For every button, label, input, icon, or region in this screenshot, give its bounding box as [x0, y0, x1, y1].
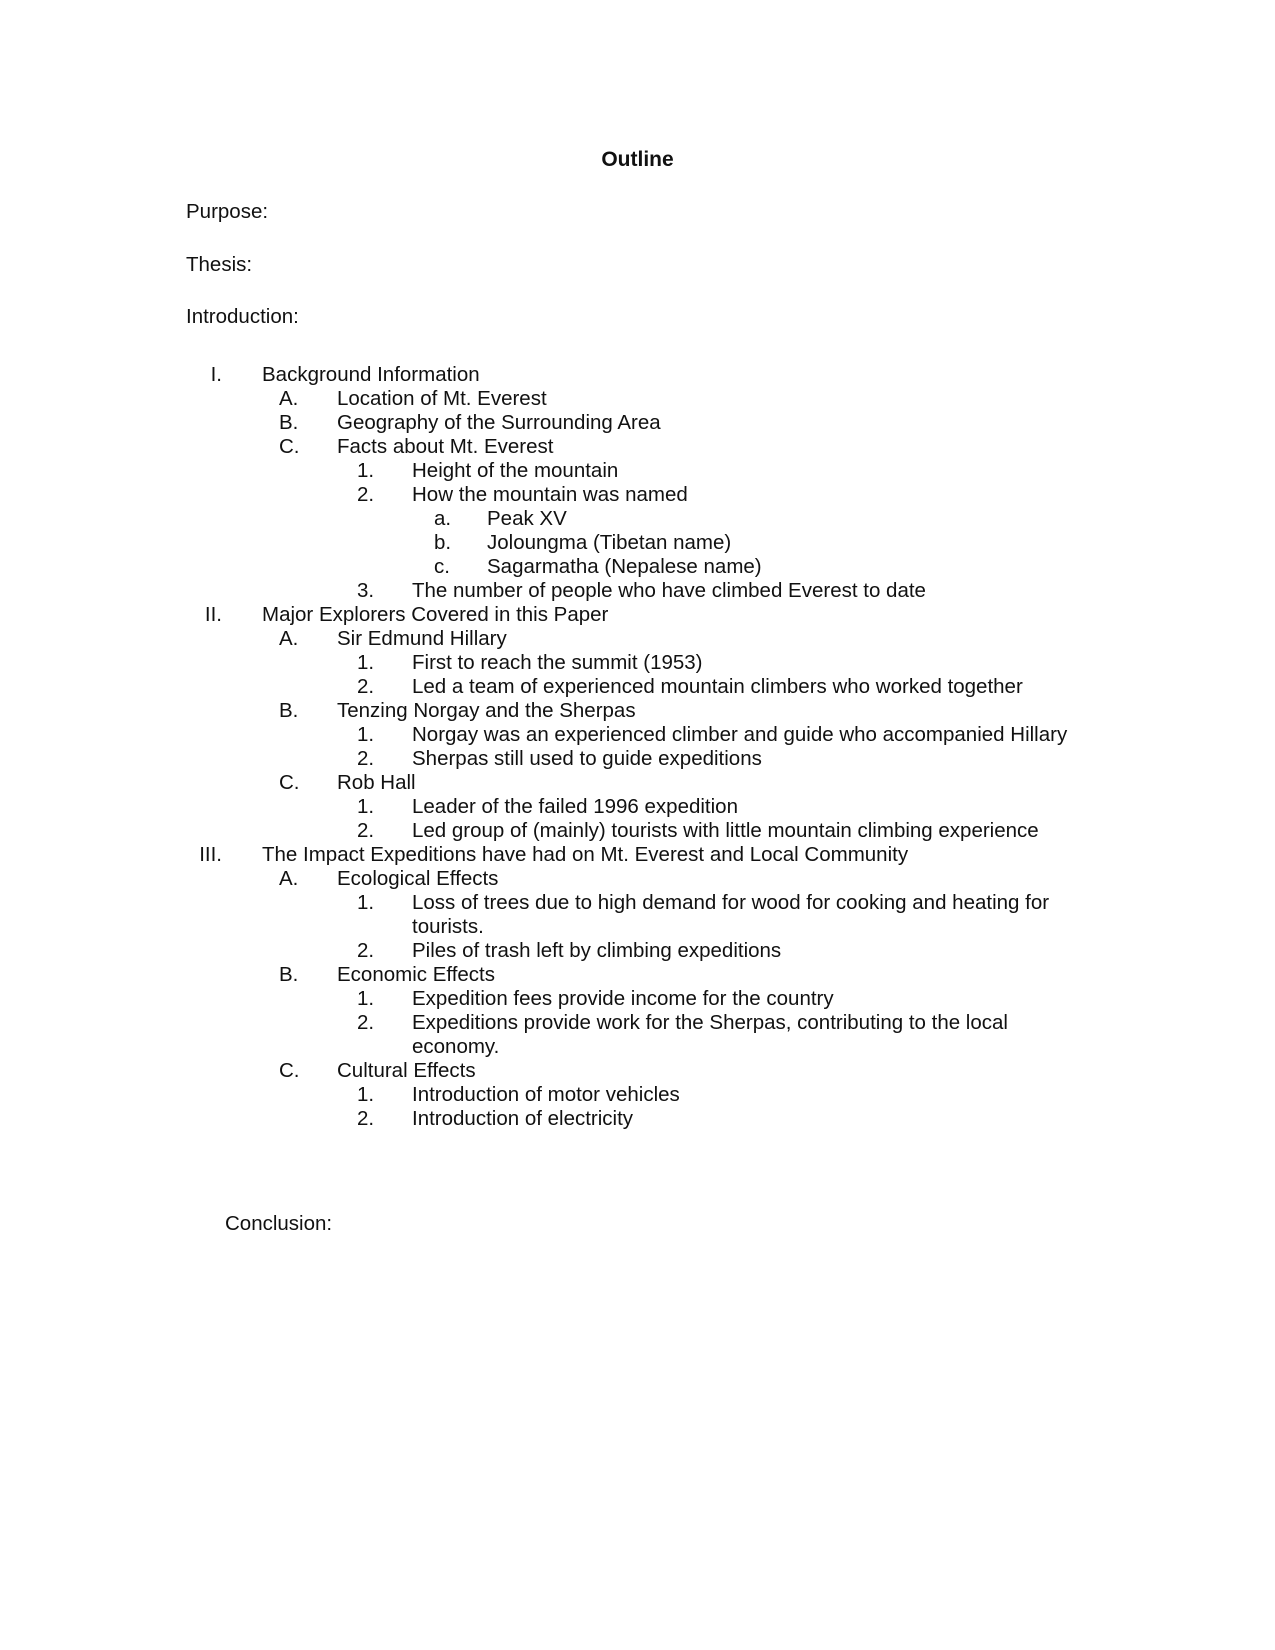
outline-text: Led a team of experienced mountain climbers who worked together: [412, 675, 1023, 698]
outline-item-level-3: [0, 1107, 1275, 1131]
outline-marker: A.: [279, 867, 299, 890]
outline-item-level-4: [0, 507, 1275, 531]
outline-item-level-3: [0, 891, 1275, 939]
outline-text: Led group of (mainly) tourists with little mountain climbing experience: [412, 819, 1039, 842]
outline-text: Location of Mt. Everest: [337, 387, 547, 410]
outline-list: [0, 363, 1275, 1131]
outline-marker: 2.: [357, 483, 375, 506]
outline-marker: II.: [204, 603, 222, 626]
outline-text: Tenzing Norgay and the Sherpas: [337, 699, 636, 722]
outline-text: Joloungma (Tibetan name): [487, 531, 732, 554]
outline-marker: B.: [279, 411, 299, 434]
outline-text: Geography of the Surrounding Area: [337, 411, 661, 434]
outline-marker: B.: [279, 963, 299, 986]
outline-marker: a.: [434, 507, 452, 530]
outline-item-level-2: [0, 1059, 1275, 1083]
outline-marker: 2.: [357, 747, 375, 770]
outline-marker: 2.: [357, 1107, 375, 1130]
outline-text: Major Explorers Covered in this Paper: [262, 603, 609, 626]
outline-text: How the mountain was named: [412, 483, 688, 506]
outline-text: Background Information: [262, 363, 480, 386]
outline-marker: B.: [279, 699, 299, 722]
outline-text: Sherpas still used to guide expeditions: [412, 747, 762, 770]
introduction-label: Introduction:: [186, 305, 299, 328]
outline-item-level-3: [0, 747, 1275, 771]
outline-text: Introduction of motor vehicles: [412, 1083, 680, 1106]
outline-text: Economic Effects: [337, 963, 495, 986]
outline-marker: 3.: [357, 579, 375, 602]
outline-text: Cultural Effects: [337, 1059, 476, 1082]
outline-item-level-2: [0, 627, 1275, 651]
outline-text: Loss of trees due to high demand for wood for cooking and heating for tourists.: [412, 891, 1050, 938]
outline-marker: C.: [279, 1059, 300, 1082]
outline-item-level-3: [0, 651, 1275, 675]
outline-text: Sir Edmund Hillary: [337, 627, 507, 650]
outline-text: Expeditions provide work for the Sherpas, contributing to the local economy.: [412, 1011, 1008, 1058]
outline-item-level-2: [0, 771, 1275, 795]
outline-item-level-3: [0, 1011, 1275, 1059]
outline-item-level-1: [0, 363, 1275, 387]
outline-marker: c.: [434, 555, 450, 578]
outline-text: Peak XV: [487, 507, 567, 530]
outline-text: Piles of trash left by climbing expeditions: [412, 939, 782, 962]
outline-marker: 1.: [357, 795, 375, 818]
outline-item-level-4: [0, 531, 1275, 555]
outline-item-level-2: [0, 699, 1275, 723]
outline-item-level-2: [0, 867, 1275, 891]
outline-item-level-3: [0, 459, 1275, 483]
outline-text: Facts about Mt. Everest: [337, 435, 554, 458]
outline-text: Norgay was an experienced climber and guide who accompanied Hillary: [412, 723, 1068, 746]
outline-item-level-3: [0, 819, 1275, 843]
outline-marker: 2.: [357, 1011, 375, 1034]
outline-marker: A.: [279, 387, 299, 410]
conclusion-label: Conclusion:: [225, 1212, 333, 1235]
outline-item-level-2: [0, 411, 1275, 435]
outline-marker: 2.: [357, 675, 375, 698]
outline-marker: 1.: [357, 891, 375, 914]
outline-item-level-4: [0, 555, 1275, 579]
outline-marker: 1.: [357, 987, 375, 1010]
outline-marker: 1.: [357, 459, 375, 482]
outline-text: Sagarmatha (Nepalese name): [487, 555, 762, 578]
outline-item-level-3: [0, 1083, 1275, 1107]
outline-marker: 1.: [357, 1083, 375, 1106]
outline-marker: 1.: [357, 651, 375, 674]
outline-item-level-3: [0, 795, 1275, 819]
outline-text: The number of people who have climbed Everest to date: [412, 579, 926, 602]
outline-marker: b.: [434, 531, 452, 554]
outline-text: The Impact Expeditions have had on Mt. Everest and Local Community: [262, 843, 909, 866]
page-title: Outline: [601, 148, 674, 171]
outline-marker: C.: [279, 435, 300, 458]
outline-text: Leader of the failed 1996 expedition: [412, 795, 738, 818]
outline-text: First to reach the summit (1953): [412, 651, 703, 674]
outline-marker: A.: [279, 627, 299, 650]
outline-item-level-3: [0, 675, 1275, 699]
outline-item-level-3: [0, 723, 1275, 747]
outline-item-level-2: [0, 435, 1275, 459]
outline-marker: 1.: [357, 723, 375, 746]
outline-text: Rob Hall: [337, 771, 416, 794]
outline-item-level-3: [0, 579, 1275, 603]
outline-text: Ecological Effects: [337, 867, 499, 890]
purpose-label: Purpose:: [186, 200, 269, 223]
outline-marker: C.: [279, 771, 300, 794]
outline-item-level-3: [0, 939, 1275, 963]
outline-marker: 2.: [357, 939, 375, 962]
outline-text: Height of the mountain: [412, 459, 619, 482]
outline-text: Expedition fees provide income for the country: [412, 987, 834, 1010]
outline-marker: III.: [199, 843, 222, 866]
thesis-label: Thesis:: [186, 253, 253, 276]
outline-item-level-2: [0, 387, 1275, 411]
outline-item-level-3: [0, 987, 1275, 1011]
outline-item-level-2: [0, 963, 1275, 987]
outline-marker: 2.: [357, 819, 375, 842]
outline-marker: I.: [210, 363, 222, 386]
outline-text: Introduction of electricity: [412, 1107, 634, 1130]
outline-item-level-1: [0, 843, 1275, 867]
outline-item-level-3: [0, 483, 1275, 507]
outline-item-level-1: [0, 603, 1275, 627]
